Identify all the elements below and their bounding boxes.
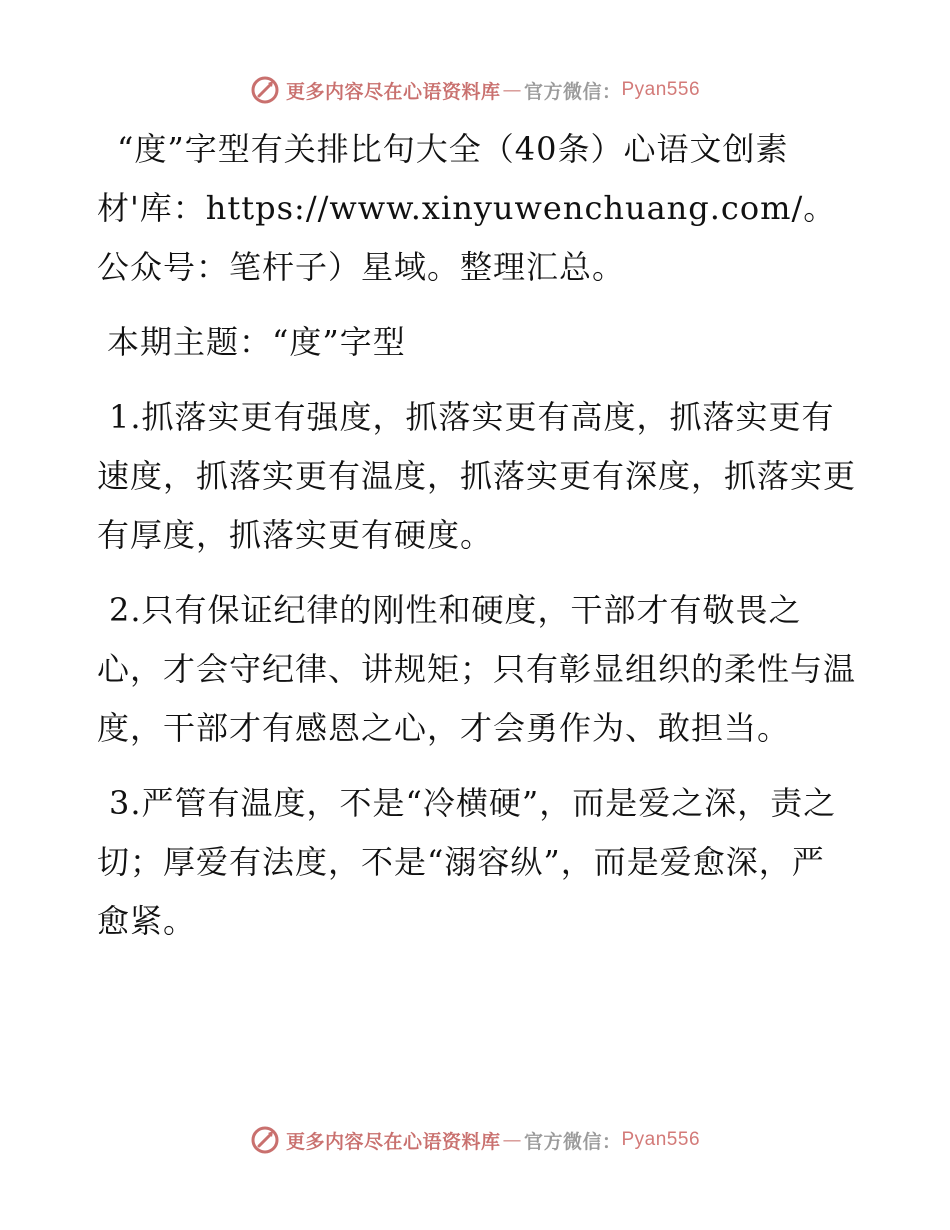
list-item: 1.抓落实更有强度，抓落实更有高度，抓落实更有速度，抓落实更有温度，抓落实更有深度，抓落实更有厚度，抓落实更有硬度。 <box>97 398 857 554</box>
watermark-id: Pyan556 <box>621 79 701 100</box>
watermark-label: 官方微信： <box>523 1130 622 1153</box>
watermark-id: Pyan556 <box>621 1129 701 1150</box>
header-watermark <box>0 70 950 110</box>
watermark-text: 更多内容尽在心语资料库 <box>285 80 501 103</box>
watermark-text: 更多内容尽在心语资料库 <box>285 1130 501 1153</box>
watermark-label: 官方微信： <box>523 80 622 103</box>
document-body <box>97 120 857 967</box>
list-item: 3.严管有温度，不是“冷横硬”，而是爱之深，责之切；厚爱有法度，不是“溺容纵”，而是爱愈深，严愈紧。 <box>97 784 837 940</box>
list-item: 2.只有保证纪律的刚性和硬度，干部才有敬畏之心，才会守纪律、讲规矩；只有彰显组织的柔性与温度，干部才有感恩之心，才会勇作为、敢担当。 <box>97 591 857 747</box>
document-subject: 本期主题：“度”字型 <box>107 323 406 361</box>
document-title: “度”字型有关排比句大全（40条）心语文创素材'库：https://www.xinyuwenchuang.com/。公众号：笔杆子）星域。整理汇总。 <box>97 130 837 286</box>
pen-logo-icon <box>250 75 280 105</box>
pen-logo-icon <box>250 1125 280 1155</box>
footer-watermark <box>0 1120 950 1160</box>
watermark-dash: — <box>502 79 522 101</box>
watermark-dash: — <box>502 1129 522 1151</box>
